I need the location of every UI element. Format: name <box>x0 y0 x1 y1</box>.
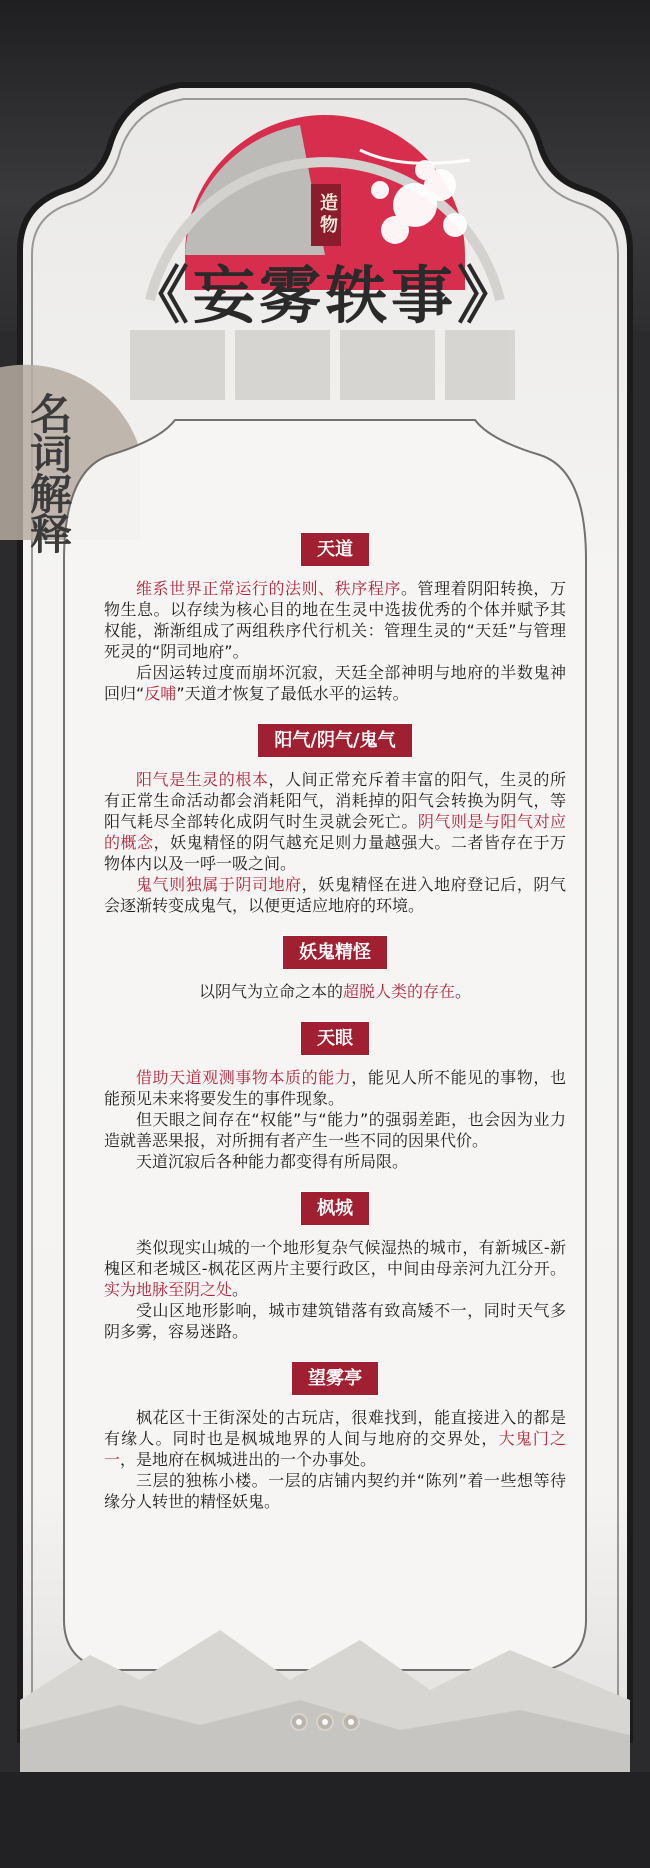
highlight-text: 阳气是生灵的根本 <box>136 770 269 789</box>
glossary-section <box>104 535 566 704</box>
section-paragraph <box>104 1067 566 1109</box>
glossary-section <box>104 726 566 916</box>
glossary-section <box>104 1364 566 1512</box>
section-paragraph <box>104 1407 566 1470</box>
body-text: 以阴气为立命之本的 <box>198 982 343 1001</box>
body-text: 三层的独栋小楼。一层的店铺内契约并“陈列”着一些想等待缘分人转世的精怪妖鬼。 <box>104 1471 566 1511</box>
section-heading: 天眼 <box>303 1024 367 1053</box>
section-paragraph <box>104 1151 566 1172</box>
highlight-text: 维系世界正常运行的法则、秩序程序 <box>136 579 401 598</box>
title-shadow-glyphs <box>130 330 515 400</box>
section-heading-wrap <box>104 938 566 967</box>
section-heading: 枫城 <box>303 1194 367 1223</box>
section-paragraph <box>104 1470 566 1512</box>
section-paragraph <box>104 874 566 916</box>
body-text: 。 <box>455 982 472 1001</box>
body-text: 但天眼之间存在“权能”与“能力”的强弱差距，也会因为业力造就善恶果报，对所拥有者产生一些不同的因果代价。 <box>104 1110 566 1150</box>
body-text: ，是地府在枫城进出的一个办事处。 <box>120 1450 377 1469</box>
dot-indicator <box>290 1713 308 1731</box>
body-text: 后因运转过度而崩坏沉寂，天廷全部神明与地府的半数鬼神回归“ <box>104 663 566 703</box>
body-text: 。 <box>232 1280 249 1299</box>
body-text: 受山区地形影响，城市建筑错落有致高矮不一，同时天气多阴多雾，容易迷路。 <box>104 1301 566 1341</box>
section-heading: 天道 <box>303 535 367 564</box>
highlight-text: 阴气则是与阳气对应的概念 <box>104 812 566 852</box>
body-text: 枫花区十王街深处的古玩店，很难找到，能直接进入的都是有缘人。同时也是枫城地界的人间与地府的交界处， <box>104 1408 566 1448</box>
section-paragraph <box>104 1109 566 1151</box>
section-heading: 阳气/阴气/鬼气 <box>260 726 409 755</box>
creator-badge: 造物 <box>311 184 341 246</box>
body-text: 类似现实山城的一个地形复杂气候湿热的城市，有新城区-新槐区和老城区-枫花区两片主要行政区，中间由母亲河九江分开。 <box>104 1238 566 1278</box>
section-heading-wrap <box>104 1024 566 1053</box>
body-text: 天道沉寂后各种能力都变得有所局限。 <box>136 1152 409 1171</box>
glossary-section <box>104 938 566 1002</box>
section-paragraph <box>104 662 566 704</box>
section-heading-wrap <box>104 535 566 564</box>
page-dots <box>290 1713 360 1731</box>
highlight-text: 超脱人类的存在 <box>342 982 455 1001</box>
section-heading-wrap <box>104 1194 566 1223</box>
glossary-section <box>104 1194 566 1342</box>
section-heading: 妖鬼精怪 <box>285 938 385 967</box>
highlight-text: 实为地脉至阴之处 <box>104 1280 233 1299</box>
glossary-content <box>104 535 566 1534</box>
dot-indicator <box>342 1713 360 1731</box>
body-text: ，能见人所不能见的事物，也能预见未来将要发生的事件现象。 <box>104 1068 566 1108</box>
body-text: ，妖鬼精怪在进入地府登记后，阴气会逐渐转变成鬼气，以便更适应地府的环境。 <box>104 875 566 915</box>
section-heading-wrap <box>104 726 566 755</box>
body-text: 。管理着阴阳转换，万物生息。以存续为核心目的地在生灵中选拔优秀的个体并赋予其权能，渐渐组成了两组秩序代行机关：管理生灵的“天廷”与管理死灵的“阴司地府”。 <box>104 579 566 661</box>
highlight-text: 大鬼门之一 <box>104 1429 566 1469</box>
glossary-section <box>104 1024 566 1172</box>
section-heading: 望雾亭 <box>294 1364 376 1393</box>
section-heading-wrap <box>104 1364 566 1393</box>
page-title: 《妄雾轶事》 <box>126 259 523 332</box>
section-paragraph <box>104 769 566 874</box>
section-paragraph <box>104 1237 566 1300</box>
highlight-text: 反哺 <box>144 684 177 703</box>
body-text: ，人间正常充斥着丰富的阳气，生灵的所有正常生命活动都会消耗阳气，消耗掉的阳气会转换为阴气，等阳气耗尽全部转化成阴气时生灵就会死亡。 <box>104 770 566 831</box>
side-tag: 名词解释 <box>24 392 73 552</box>
section-paragraph <box>104 578 566 662</box>
section-paragraph <box>104 1300 566 1342</box>
section-paragraph <box>104 981 566 1002</box>
body-text: ”天道才恢复了最低水平的运转。 <box>176 684 409 703</box>
body-text: ，妖鬼精怪的阴气越充足则力量越强大。二者皆存在于万物体内以及一呼一吸之间。 <box>104 833 566 873</box>
highlight-text: 鬼气则独属于阴司地府 <box>136 875 302 894</box>
dot-indicator <box>316 1713 334 1731</box>
highlight-text: 借助天道观测事物本质的能力 <box>136 1068 352 1087</box>
